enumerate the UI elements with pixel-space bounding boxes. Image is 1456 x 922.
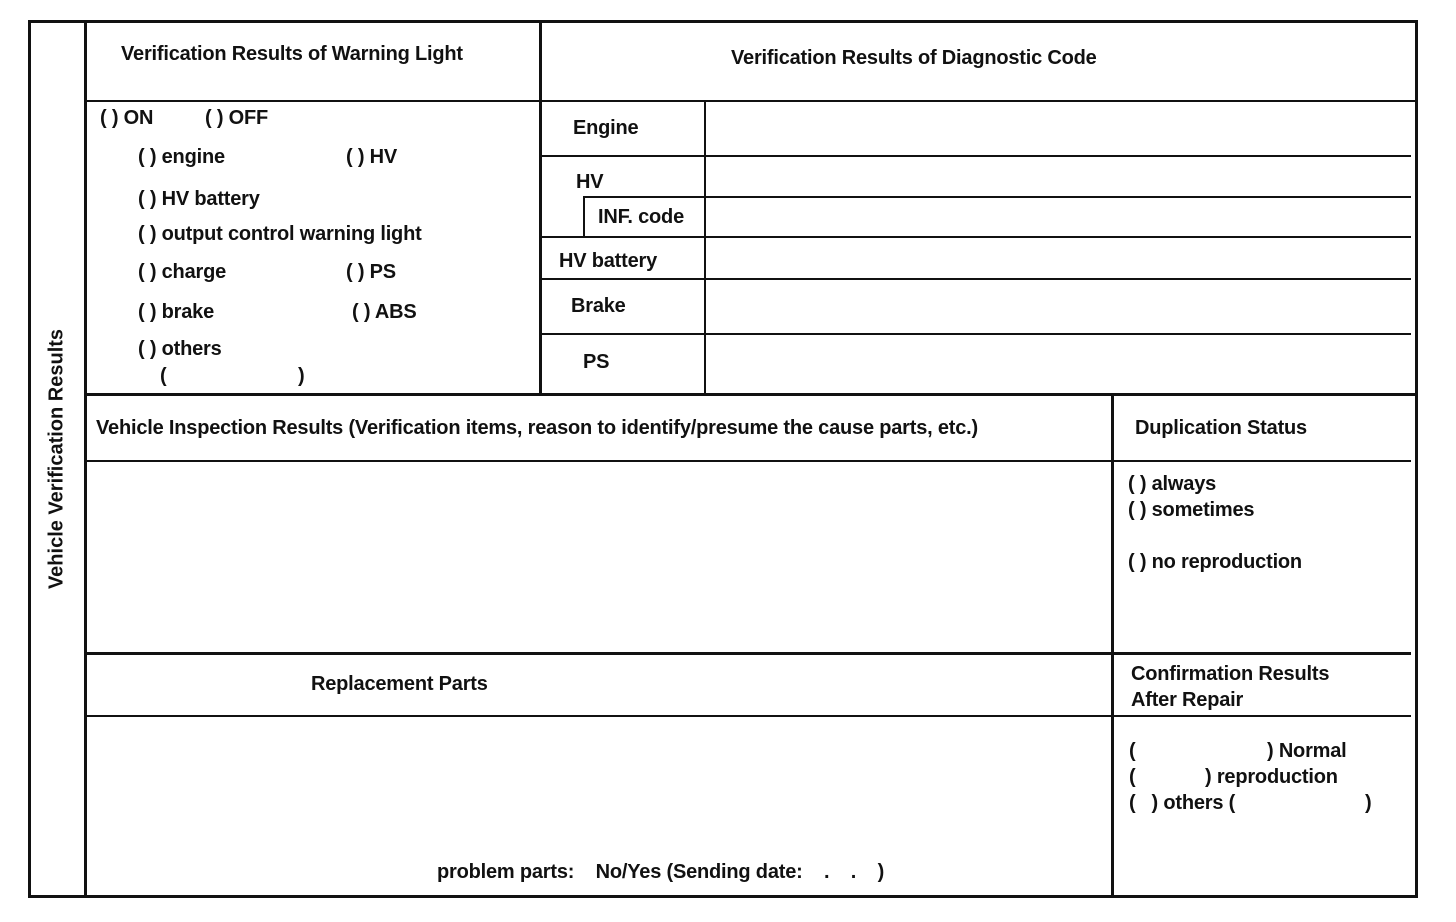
diag-line-hv-battery-bottom xyxy=(541,278,1411,280)
diag-label-ps: PS xyxy=(583,351,610,373)
option-others[interactable]: ( ) others xyxy=(138,338,222,360)
option-on[interactable]: ( ) ON xyxy=(100,107,154,129)
warning-light-header: Verification Results of Warning Light xyxy=(121,43,463,65)
diag-label-divider xyxy=(704,101,706,393)
option-abs[interactable]: ( ) ABS xyxy=(352,301,417,323)
inspection-header: Vehicle Inspection Results (Verification items, reason to identify/presume the cause parts, etc.) xyxy=(96,417,978,439)
diag-input-hv[interactable] xyxy=(707,158,1411,195)
duplication-header: Duplication Status xyxy=(1135,417,1307,439)
warning-diag-divider xyxy=(539,22,542,394)
duplication-always[interactable]: ( ) always xyxy=(1128,473,1217,495)
diag-line-hv xyxy=(704,196,1411,198)
diag-line-engine xyxy=(541,155,1411,157)
side-label-text: Vehicle Verification Results xyxy=(45,328,68,590)
option-ps[interactable]: ( ) PS xyxy=(346,261,396,283)
inspection-header-line xyxy=(86,460,1411,462)
option-engine[interactable]: ( ) engine xyxy=(138,146,225,168)
option-hv[interactable]: ( ) HV xyxy=(346,146,398,168)
diag-label-inf-code: INF. code xyxy=(598,206,684,228)
option-charge[interactable]: ( ) charge xyxy=(138,261,227,283)
confirmation-normal-open[interactable]: ( xyxy=(1129,740,1136,762)
diag-line-brake xyxy=(541,333,1411,335)
diag-input-inf-code[interactable] xyxy=(707,199,1411,235)
diag-line-inf xyxy=(584,196,704,198)
diag-line-hv-battery-top xyxy=(541,236,1411,238)
top-section-bottom xyxy=(86,393,1416,396)
confirmation-header-line1: Confirmation Results xyxy=(1131,663,1330,685)
option-off[interactable]: ( ) OFF xyxy=(205,107,269,129)
diag-label-engine: Engine xyxy=(573,117,639,139)
confirmation-normal[interactable]: ) Normal xyxy=(1267,740,1347,762)
diag-label-hv: HV xyxy=(576,171,604,193)
diag-input-ps[interactable] xyxy=(707,336,1411,392)
replacement-input-area[interactable] xyxy=(88,718,1109,858)
middle-section-bottom xyxy=(86,652,1411,655)
duplication-sometimes[interactable]: ( ) sometimes xyxy=(1128,499,1255,521)
diag-input-brake[interactable] xyxy=(707,281,1411,332)
top-header-line xyxy=(86,100,1416,102)
confirmation-reproduction[interactable]: ) reproduction xyxy=(1205,766,1338,788)
diagnostic-code-header: Verification Results of Diagnostic Code xyxy=(731,47,1097,69)
diag-input-hv-battery[interactable] xyxy=(707,239,1411,277)
option-output-control[interactable]: ( ) output control warning light xyxy=(138,223,422,245)
option-brake[interactable]: ( ) brake xyxy=(138,301,215,323)
diag-label-brake: Brake xyxy=(571,295,626,317)
confirmation-others[interactable]: ( ) others ( xyxy=(1129,792,1236,814)
confirmation-reproduction-open[interactable]: ( xyxy=(1129,766,1136,788)
side-label xyxy=(30,24,84,894)
replacement-header: Replacement Parts xyxy=(311,673,488,695)
confirmation-header-line2: After Repair xyxy=(1131,689,1244,711)
option-hv-battery[interactable]: ( ) HV battery xyxy=(138,188,260,210)
inspection-input-area[interactable] xyxy=(88,463,1109,650)
right-column-divider xyxy=(1111,394,1114,896)
side-divider xyxy=(84,22,87,896)
diag-input-engine[interactable] xyxy=(707,103,1411,154)
others-paren-open: ( xyxy=(160,365,167,387)
diag-inf-bracket xyxy=(583,196,585,236)
problem-parts-line[interactable]: problem parts: No/Yes (Sending date: . . ) xyxy=(437,861,885,883)
others-paren-close: ) xyxy=(298,365,305,387)
duplication-no-reproduction[interactable]: ( ) no reproduction xyxy=(1128,551,1302,573)
confirmation-others-close: ) xyxy=(1365,792,1372,814)
replacement-header-line xyxy=(86,715,1411,717)
diag-label-hv-battery: HV battery xyxy=(559,250,658,272)
